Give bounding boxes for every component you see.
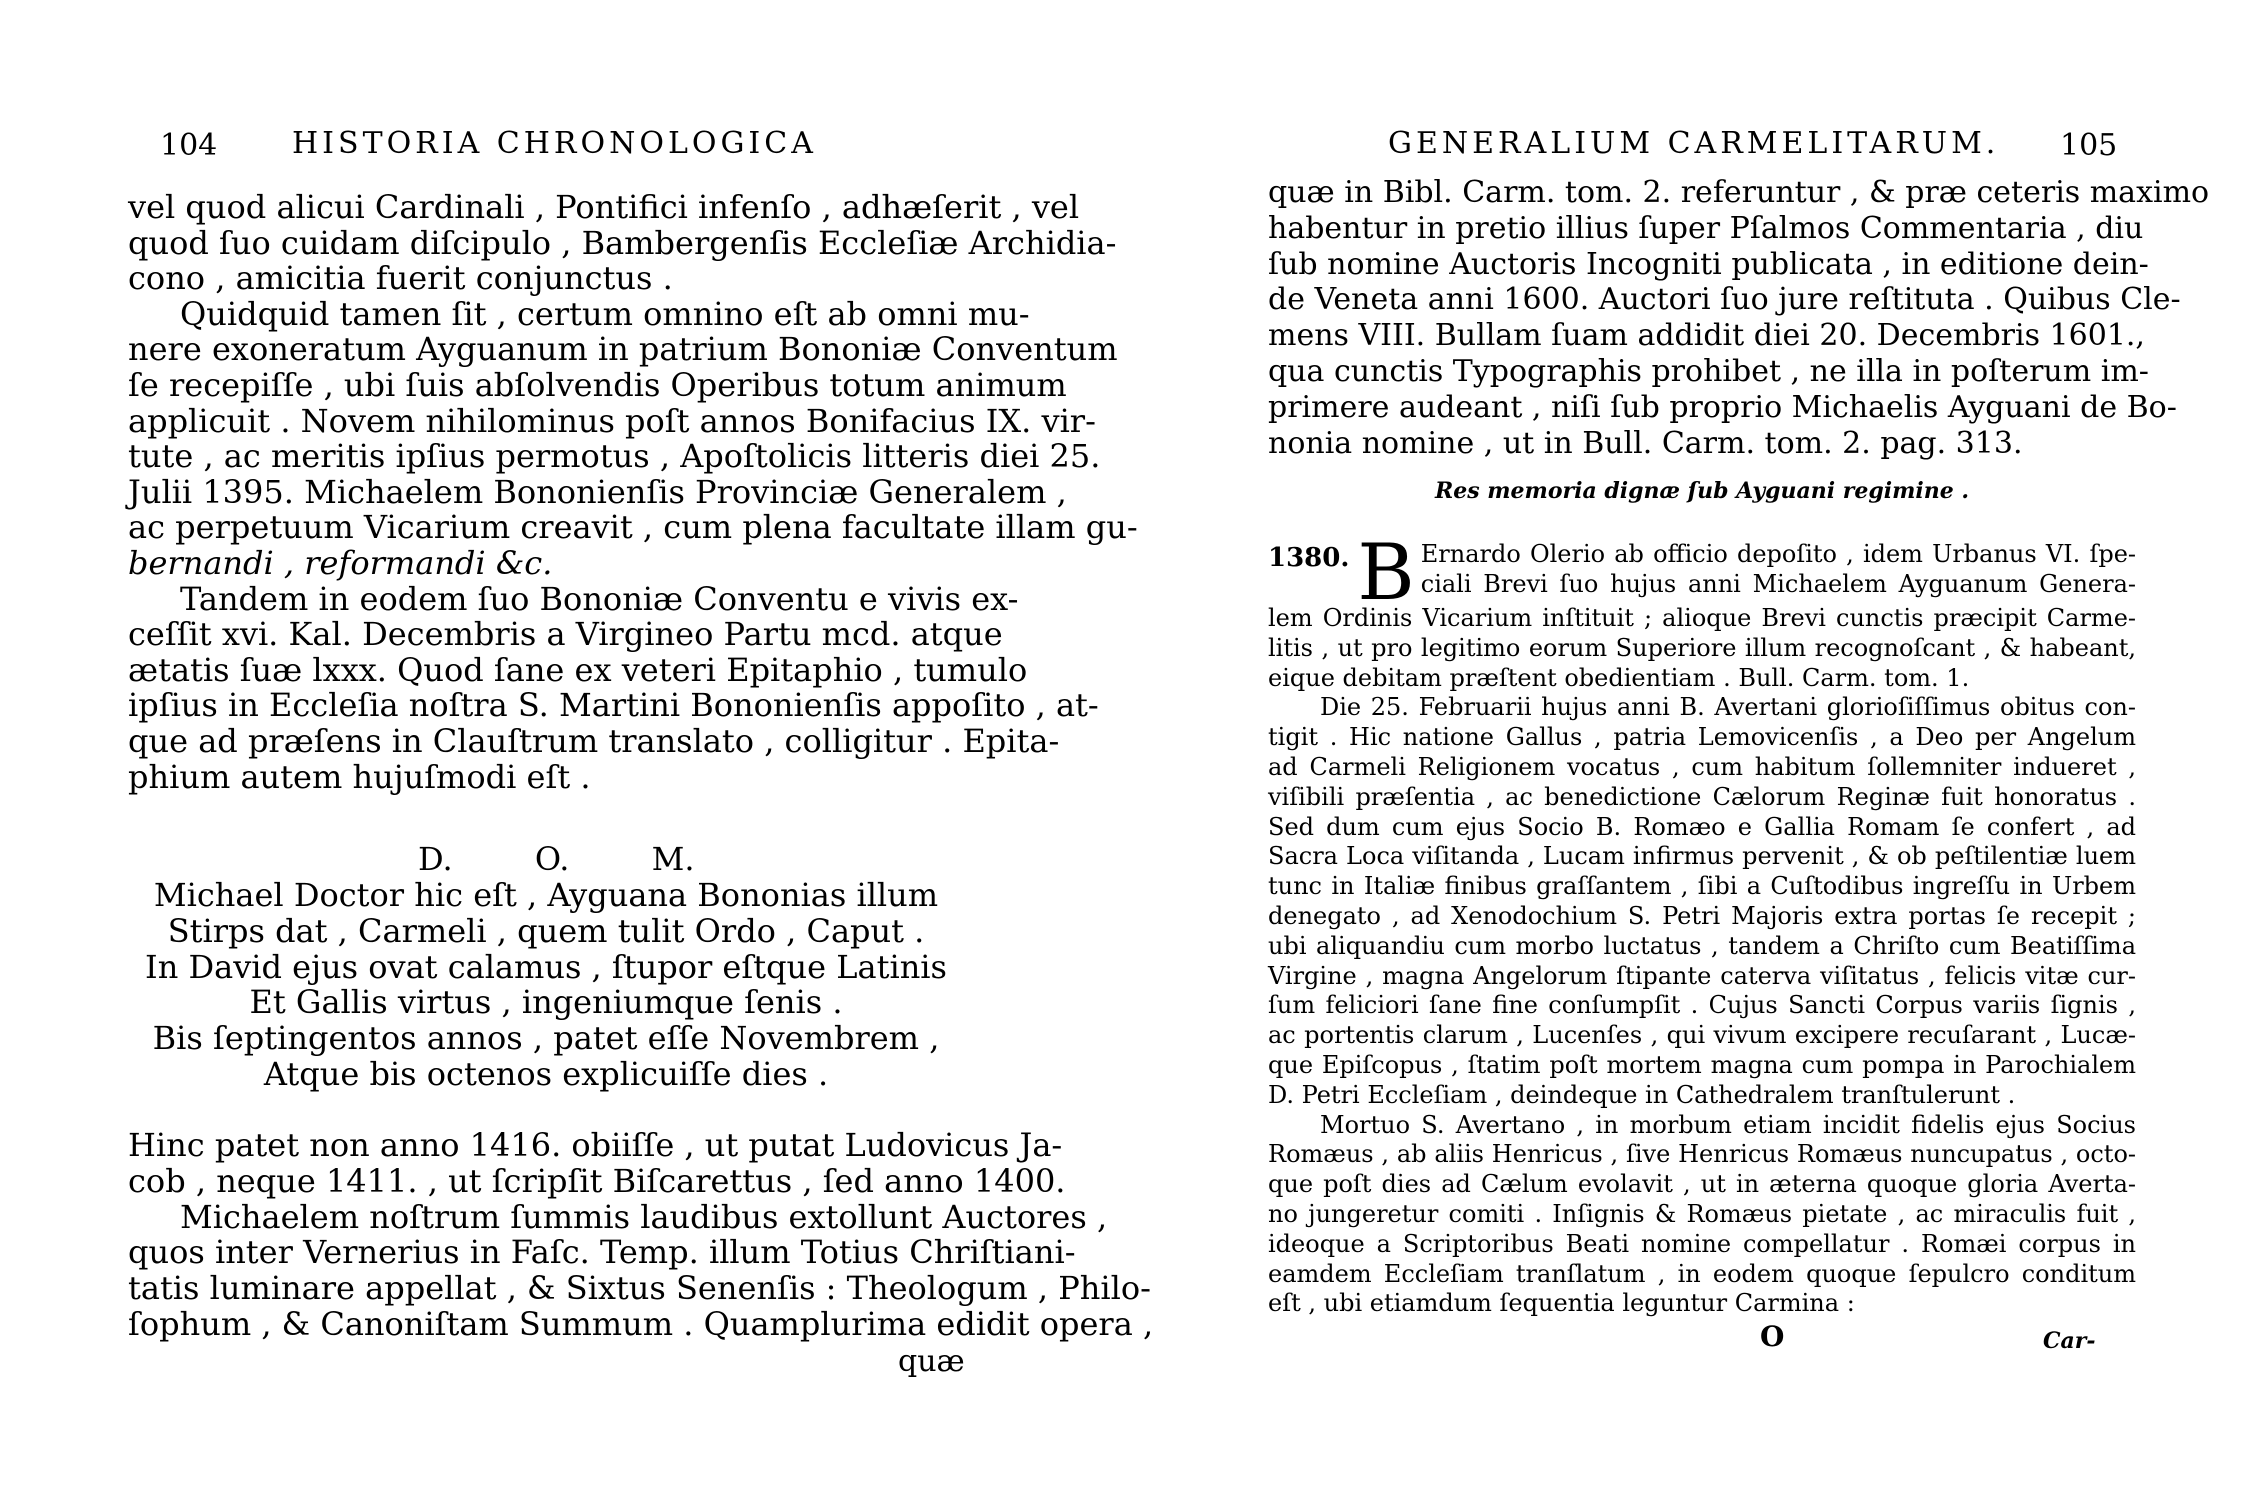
text-line: tute , ac meritis ipſius permotus , Apoſtolicis litteris diei 25.	[128, 437, 1101, 476]
text-line: cob , neque 1411. , ut ſcripſit Biſcarettus , ſed anno 1400.	[128, 1161, 1066, 1200]
text-line: Hinc patet non anno 1416. obiiſſe , ut putat Ludovicus Ja-	[128, 1126, 1063, 1164]
text-line: de Veneta anni 1600. Auctori ſuo jure reſtituta . Quibus Cle-	[1268, 282, 2181, 318]
text-line: Virgine , magna Angelorum ſtipante caterva viſitatus , felicis vitæ cur-	[1268, 961, 2136, 990]
entry-year: 1380.	[1268, 543, 1350, 573]
text-line: ſe recepiſſe , ubi ſuis abſolvendis Operibus totum animum	[128, 365, 1067, 404]
text-line: Ernardo Olerio ab officio depoſito , idem Urbanus VI. ſpe-	[1420, 540, 2136, 568]
text-line: tatis luminare appellat , & Sixtus Senenſis : Theologum , Philo-	[128, 1269, 1151, 1308]
text-line: D. Petri Eccleſiam , deindeque in Cathedralem tranſtulerunt .	[1268, 1080, 2016, 1109]
verse-line: Bis ſeptingentos annos , patet eſſe Novembrem ,	[152, 1019, 940, 1058]
text-line: eique debitam præſtent obedientiam . Bull. Carm. tom. 1.	[1268, 663, 1970, 692]
text-line: ad Carmeli Religionem vocatus , cum habitum ſollemniter indueret ,	[1268, 752, 2136, 781]
text-line: Sacra Loca viſitanda , Lucam infirmus pervenit , & ob peſtilentiæ luem	[1268, 842, 2136, 871]
text-line: quæ in Bibl. Carm. tom. 2. referuntur , & præ ceteris maximo	[1268, 175, 2210, 210]
catchword: quæ	[898, 1344, 965, 1379]
text-line: lem Ordinis Vicarium inſtituit ; alioque Brevi cunctis præcipit Carme-	[1268, 604, 2136, 632]
text-line: denegato , ad Xenodochium S. Petri Majoris extra portas ſe recepit ;	[1268, 901, 2136, 930]
text-line: no jungeretur comiti . Inſignis & Romæus pietate , ac miraculis fuit ,	[1268, 1199, 2136, 1228]
entry-opening	[1268, 540, 2136, 604]
chronicle-entry	[1268, 540, 2136, 1319]
text-line: ubi aliquandiu cum morbo luctatus , tandem a Chriſto cum Beatiſſima	[1268, 931, 2136, 960]
epitaph-heading-letter: D.	[418, 840, 453, 878]
text-line: que Epiſcopus , ſtatim poſt mortem magna cum pompa in Parochialem	[1268, 1050, 2136, 1079]
text-line: ciali Brevi ſuo hujus anni Michaelem Ayguanum Genera-	[1420, 569, 2136, 598]
text-line: quos inter Vernerius in Faſc. Temp. illum Totius Chriſtiani-	[128, 1233, 1076, 1272]
body-text	[128, 188, 1138, 796]
section-subtitle: Res memoria dignæ ſub Ayguani regimine .	[1434, 478, 1970, 504]
text-line: mens VIII. Bullam ſuam addidit diei 20. Decembris 1601.,	[1268, 318, 2145, 354]
right-page	[1240, 0, 2250, 1501]
page-number: 104	[160, 128, 218, 163]
body-text-continued	[128, 1126, 1154, 1343]
text-line: tunc in Italiæ finibus graſſantem , ſibi a Cuſtodibus ingreſſu in Urbem	[1268, 872, 2136, 901]
text-line: ideoque a Scriptoribus Beati nomine compellatur . Romæi corpus in	[1268, 1229, 2136, 1258]
text-line: Die 25. Februarii hujus anni B. Avertani glorioſiſſimus obitus con-	[1320, 693, 2136, 722]
drop-capital: B	[1357, 540, 1415, 604]
verse-line: In David ejus ovat calamus , ſtupor eſtque Latinis	[145, 947, 947, 986]
text-line: primere audeant , niſi ſub proprio Michaelis Ayguani de Bo-	[1268, 389, 2177, 425]
body-text	[1268, 175, 2210, 461]
text-line: Quidquid tamen ſit , certum omnino eſt ab omni mu-	[180, 294, 1030, 333]
epitaph-heading-letter: O.	[534, 840, 570, 878]
running-head: GENERALIUM CARMELITARUM.	[1388, 126, 2000, 161]
text-line: nere exoneratum Ayguanum in patrium Bononiæ Conventum	[128, 330, 1118, 369]
text-line: ceſſit xvi. Kal. Decembris a Virgineo Partu mcd. atque	[128, 615, 1003, 654]
page-number: 105	[2060, 128, 2118, 163]
text-line: Sed dum cum ejus Socio B. Romæo e Gallia Romam ſe confert , ad	[1268, 812, 2136, 841]
text-line: phium autem hujuſmodi eſt .	[128, 757, 591, 796]
text-line: vel quod alicui Cardinali , Pontifici infenſo , adhæſerit , vel	[128, 188, 1080, 226]
text-line: ipſius in Eccleſia noſtra S. Martini Bononienſis appoſito , at-	[128, 686, 1099, 725]
text-line: ſub nomine Auctoris Incogniti publicata , in editione dein-	[1268, 246, 2149, 282]
text-line: que ad præſens in Clauſtrum translato , colligitur . Epita-	[128, 721, 1060, 760]
text-line: Mortuo S. Avertano , in morbum etiam incidit fidelis ejus Socius	[1320, 1110, 2136, 1139]
verse-line: Michael Doctor hic eſt , Ayguana Bononias illum	[153, 876, 939, 914]
epitaph-heading-letter: M.	[651, 840, 695, 878]
text-line: Michaelem noſtrum ſummis laudibus extollunt Auctores ,	[180, 1197, 1108, 1236]
text-line: que poſt dies ad Cælum evolavit , ut in æterna quoque gloria Averta-	[1268, 1170, 2136, 1199]
text-line: qua cunctis Typographis prohibet , ne illa in poſterum im-	[1268, 353, 2149, 389]
text-line: Tandem in eodem ſuo Bononiæ Conventu e vivis ex-	[180, 579, 1019, 618]
text-line: applicuit . Novem nihilominus poſt annos Bonifacius IX. vir-	[128, 401, 1096, 440]
text-line: cono , amicitia fuerit conjunctus .	[128, 259, 673, 298]
text-line: nonia nomine , ut in Bull. Carm. tom. 2. pag. 313.	[1268, 425, 2023, 461]
running-head: HISTORIA CHRONOLOGICA	[292, 126, 817, 161]
text-line: eamdem Eccleſiam tranſlatum , in eodem quoque ſepulcro conditum	[1268, 1259, 2136, 1288]
text-line: eſt , ubi etiamdum ſequentia leguntur Carmina :	[1268, 1289, 1855, 1318]
verse-line: Et Gallis virtus , ingeniumque ſenis .	[249, 983, 843, 1022]
verse-initial: O	[1760, 1320, 1785, 1353]
text-line: ac perpetuum Vicarium creavit , cum plena facultate illam gu-	[128, 508, 1138, 547]
verse-line: Stirps dat , Carmeli , quem tulit Ordo , Caput .	[167, 911, 925, 950]
verse-line: Atque bis octenos explicuiſſe dies .	[263, 1054, 829, 1093]
text-line: Julii 1395. Michaelem Bononienſis Provinciæ Generalem ,	[128, 472, 1067, 511]
text-line: ætatis ſuæ lxxx. Quod ſane ex veteri Epitaphio , tumulo	[128, 650, 1028, 689]
epitaph-verse	[128, 878, 988, 1093]
text-line: habentur in pretio illius ſuper Pſalmos Commentaria , diu	[1268, 210, 2144, 246]
text-line: viſibili præſentia , ac benedictione Cælorum Reginæ fuit honoratus .	[1268, 782, 2136, 811]
text-line: Romæus , ab aliis Henricus , ſive Henricus Romæus nuncupatus , octo-	[1268, 1140, 2136, 1169]
epitaph-heading	[418, 840, 718, 878]
text-line: ſophum , & Canoniſtam Summum . Quamplurima edidit opera ,	[128, 1304, 1154, 1343]
text-line: ac portentis clarum , Lucenſes , qui vivum excipere recuſarant , Lucæ-	[1268, 1021, 2136, 1050]
text-line: tigit . Hic natione Gallus , patria Lemovicenſis , a Deo per Angelum	[1268, 723, 2136, 752]
catchword: Car-	[2043, 1328, 2096, 1354]
text-line: ſum feliciori ſane fine conſumpſit . Cujus Sancti Corpus variis ſignis ,	[1268, 991, 2136, 1020]
text-line: quod ſuo cuidam diſcipulo , Bambergenſis Eccleſiæ Archidia-	[128, 223, 1117, 262]
text-line: litis , ut pro legitimo eorum Superiore illum recognoſcant , & habeant,	[1268, 633, 2136, 662]
text-line: bernandi , reformandi &c.	[128, 543, 553, 582]
